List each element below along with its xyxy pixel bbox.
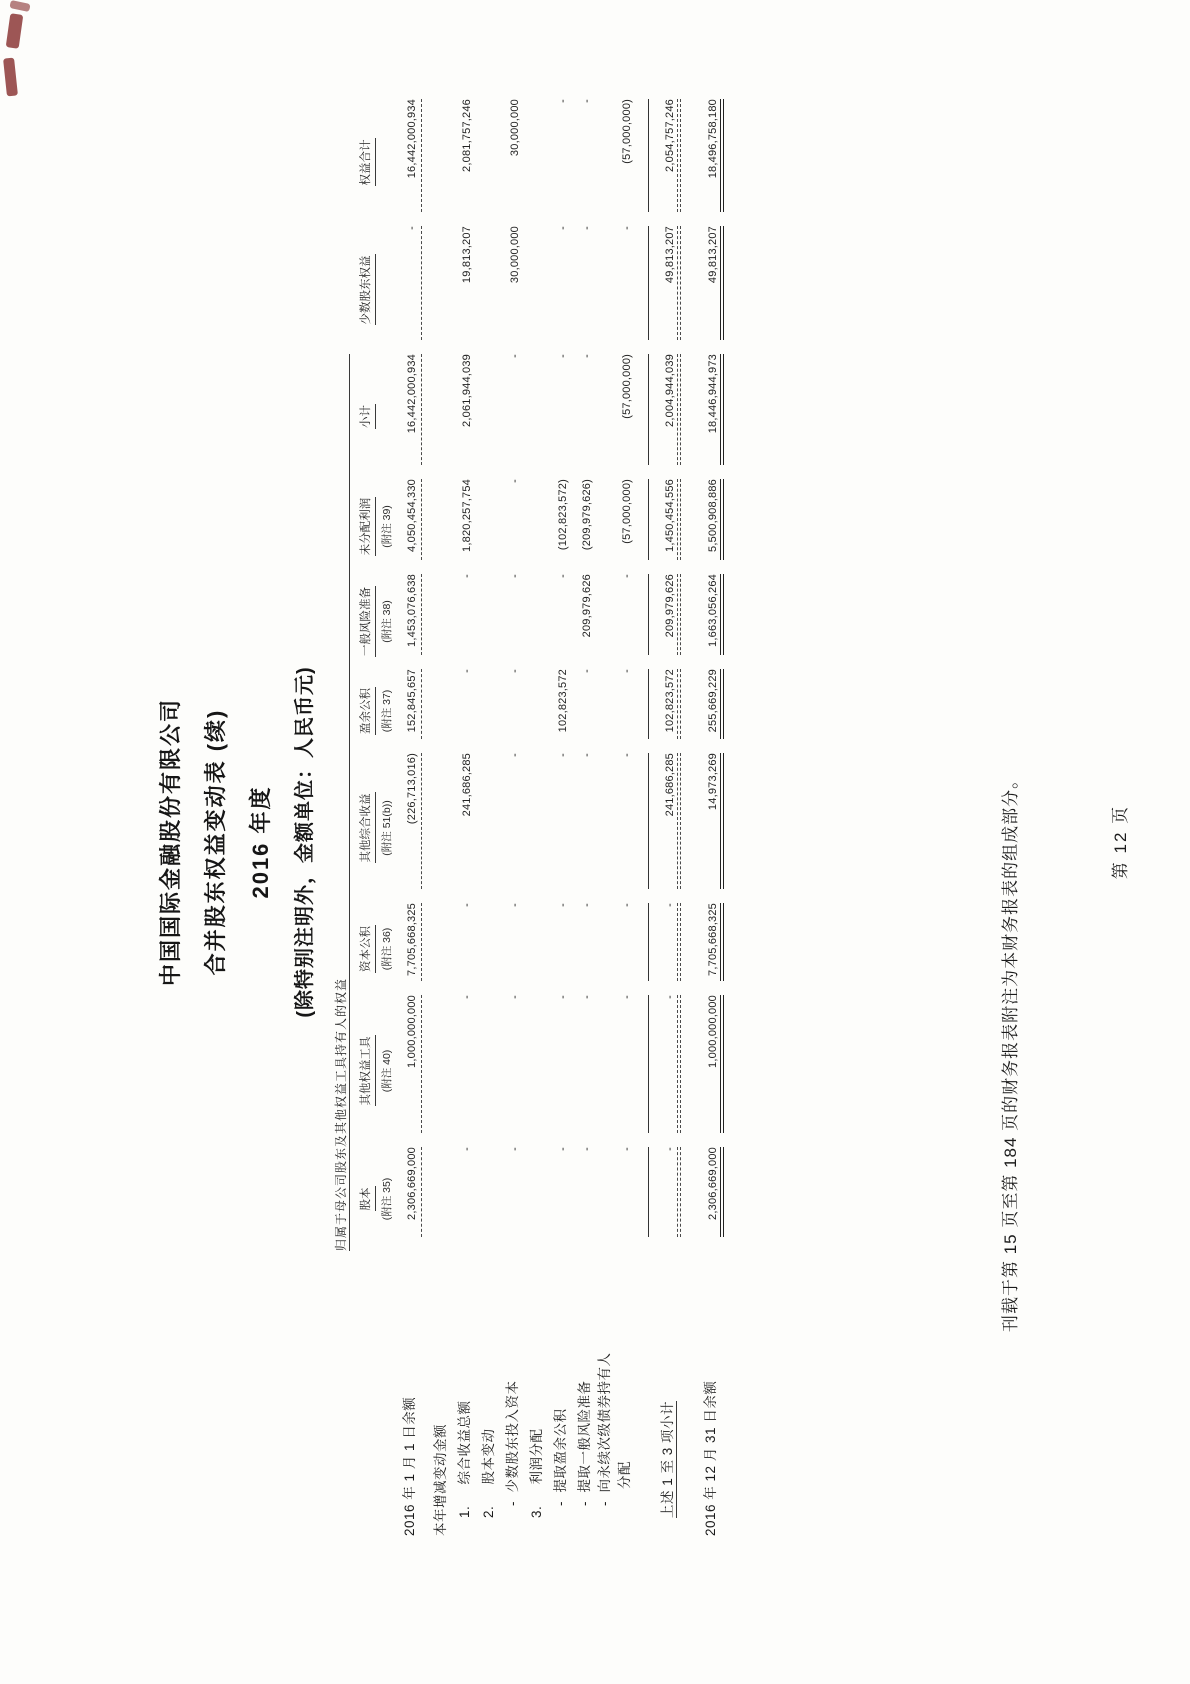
amount-cell: - (580, 1147, 593, 1151)
amount-cell: - (620, 226, 633, 230)
separator-cell (645, 354, 652, 479)
amount-cell: 14,973,269 (706, 753, 719, 811)
table-row (497, 99, 521, 1536)
empty-cell (719, 1251, 726, 1536)
table-row (521, 99, 545, 1536)
label-column-header (332, 1251, 350, 1536)
amount-cell: 1,000,000,000 (706, 995, 719, 1068)
amount-cell: - (580, 99, 593, 103)
amount-cell: - (508, 574, 521, 578)
rule-line (647, 99, 649, 212)
row-label-line: 分配 (616, 1460, 632, 1506)
amount-cell: 1,820,257,754 (460, 479, 473, 552)
separator-cell (719, 479, 726, 574)
amount-cell: - (556, 226, 569, 230)
separator-cell (418, 753, 425, 903)
amount-cell: - (620, 669, 633, 673)
company-name: 中国国际金融股份有限公司 (158, 698, 183, 987)
separator-cell (676, 479, 683, 574)
separator-cell (719, 574, 726, 669)
amount-cell (473, 226, 497, 354)
amount-cell: 1,663,056,264 (706, 574, 719, 647)
amount-cell (425, 1147, 449, 1251)
column-header-label: 盈余公积 (357, 687, 376, 735)
separator-cell (418, 669, 425, 753)
equity-table-container (332, 99, 726, 1536)
rule-line (677, 995, 681, 1133)
column-header-label: 权益合计 (357, 139, 376, 187)
amount-cell: 241,686,285 (663, 753, 676, 817)
amount-cell: - (460, 995, 473, 999)
rule-line (677, 479, 681, 560)
separator-row (676, 99, 683, 1536)
amount-cell: 1,000,000,000 (405, 995, 418, 1068)
amount-cell: - (508, 995, 521, 999)
column-header-label: 其他综合收益 (357, 793, 376, 864)
currency-note: (除特别注明外，金额单位：人民币元) (294, 666, 316, 1018)
amount-cell: 5,500,908,886 (706, 479, 719, 552)
column-header-label: 小计 (357, 404, 376, 429)
rule-line (720, 1147, 724, 1237)
amount-cell: 30,000,000 (508, 226, 521, 284)
amount-cell: - (663, 995, 676, 999)
amount-cell: (57,000,000) (620, 354, 633, 419)
rule-line (647, 226, 649, 340)
amount-cell: 2,306,669,000 (405, 1147, 418, 1220)
rule-line (420, 669, 422, 739)
separator-cell (719, 226, 726, 354)
separator-cell (645, 753, 652, 903)
separator-cell (645, 226, 652, 354)
table-row (449, 99, 473, 1536)
empty-cell (350, 1251, 376, 1536)
column-header-label: 其他权益工具 (357, 1036, 376, 1107)
amount-cell: 7,705,668,325 (706, 903, 719, 976)
rule-line (720, 226, 724, 340)
empty-cell (332, 99, 350, 226)
table-row (695, 99, 719, 1536)
rule-line (677, 753, 681, 889)
amount-cell: 241,686,285 (460, 753, 473, 817)
amount-cell: 18,446,944,973 (706, 354, 719, 434)
group-header: 归属于母公司股东及其他权益工具持有人的权益 (332, 354, 350, 1251)
amount-cell (521, 479, 545, 574)
amount-cell: - (508, 354, 521, 358)
amount-cell: - (460, 903, 473, 907)
amount-cell (425, 99, 449, 226)
separator-cell (719, 753, 726, 903)
spacer-cell (633, 99, 645, 1536)
rule-line (720, 753, 724, 889)
rule-line (420, 479, 422, 560)
amount-cell: (209,979,626) (580, 479, 593, 551)
separator-cell (418, 1147, 425, 1251)
amount-cell (521, 354, 545, 479)
amount-cell: - (508, 903, 521, 907)
separator-cell (719, 354, 726, 479)
rule-line (647, 574, 649, 655)
amount-cell (521, 1147, 545, 1251)
rule-line (677, 226, 681, 340)
separator-cell (676, 669, 683, 753)
amount-cell (521, 753, 545, 903)
table-row (545, 99, 569, 1536)
statement-period: 2016 年度 (248, 785, 273, 899)
document-header (148, 0, 328, 1684)
separator-cell (645, 995, 652, 1147)
rule-line (720, 903, 724, 981)
amount-cell (521, 226, 545, 354)
amount-cell (425, 354, 449, 479)
rule-line (677, 99, 681, 212)
table-header (332, 99, 394, 1536)
amount-cell (473, 903, 497, 995)
separator-cell (418, 903, 425, 995)
separator-cell (645, 903, 652, 995)
amount-cell: 16,442,000,934 (405, 354, 418, 434)
amount-cell: - (405, 226, 418, 230)
column-note (376, 226, 394, 354)
row-label: 2016 年 1 月 1 日余额 (401, 1396, 417, 1536)
column-name-row (350, 99, 376, 1536)
empty-cell (376, 1251, 394, 1536)
column-note-row (376, 99, 394, 1536)
amount-cell: - (508, 753, 521, 757)
amount-cell: - (556, 574, 569, 578)
column-header-label: 未分配利润 (357, 497, 376, 557)
amount-cell: - (508, 1147, 521, 1151)
table-row (569, 99, 593, 1536)
amount-cell: 30,000,000 (508, 99, 521, 157)
separator-cell (676, 753, 683, 903)
row-label: 1. 综合收益总额 (456, 1400, 472, 1518)
separator-cell (418, 574, 425, 669)
column-header (350, 903, 376, 995)
amount-cell: 19,813,207 (460, 226, 473, 284)
rule-line (720, 479, 724, 560)
amount-cell (425, 753, 449, 903)
spacer-cell (683, 99, 695, 1536)
column-note: (附注 36) (380, 927, 393, 971)
amount-cell: - (620, 1147, 633, 1151)
amount-cell: - (663, 903, 676, 907)
separator-cell (676, 226, 683, 354)
amount-cell: 16,442,000,934 (405, 99, 418, 179)
amount-cell: - (556, 1147, 569, 1151)
amount-cell: - (580, 753, 593, 757)
amount-cell (521, 574, 545, 669)
amount-cell (473, 995, 497, 1147)
amount-cell: - (460, 1147, 473, 1151)
footer-note: 刊载于第 15 页至第 184 页的财务报表附注为本财务报表的组成部分。 (1001, 770, 1020, 1332)
amount-cell: 4,050,454,330 (405, 479, 418, 552)
rule-line (420, 1147, 422, 1237)
amount-cell: 2,054,757,246 (663, 99, 676, 172)
amount-cell: - (620, 753, 633, 757)
amount-cell: - (580, 903, 593, 907)
statement-title: 合并股东权益变动表 (续) (203, 708, 228, 976)
rule-line (420, 995, 422, 1133)
column-header (350, 354, 376, 479)
amount-cell: 7,705,668,325 (405, 903, 418, 976)
amount-cell (473, 669, 497, 753)
rule-line (647, 669, 649, 739)
group-header-row (332, 99, 350, 1536)
amount-cell: - (580, 354, 593, 358)
column-note: (附注 40) (380, 1049, 393, 1093)
column-header (350, 1147, 376, 1251)
rule-line (420, 226, 422, 340)
separator-cell (645, 99, 652, 226)
separator-cell (719, 1147, 726, 1251)
amount-cell: - (620, 574, 633, 578)
row-label: 本年增减变动金额 (432, 1424, 448, 1536)
row-label: 3. 利润分配 (528, 1428, 544, 1518)
table-row (394, 99, 418, 1536)
amount-cell: - (580, 995, 593, 999)
amount-cell: 49,813,207 (663, 226, 676, 284)
column-header (350, 99, 376, 226)
row-label-text: 上述 1 至 3 项小计 (659, 1400, 675, 1518)
row-label (652, 1251, 676, 1536)
table-row (652, 99, 676, 1536)
separator-cell (676, 995, 683, 1147)
amount-cell (425, 479, 449, 574)
amount-cell: (57,000,000) (620, 479, 633, 544)
column-note: (附注 38) (380, 600, 393, 643)
amount-cell: (102,823,572) (556, 479, 569, 551)
table-row (425, 99, 449, 1536)
rule-line (420, 354, 422, 465)
amount-cell: 255,669,229 (706, 669, 719, 733)
amount-cell (425, 903, 449, 995)
amount-cell: - (508, 669, 521, 673)
rule-line (420, 753, 422, 889)
amount-cell: 18,496,758,180 (706, 99, 719, 179)
rule-line (420, 574, 422, 655)
amount-cell: (226,713,016) (405, 753, 418, 825)
equity-table (332, 99, 726, 1536)
rule-line (647, 903, 649, 981)
row-label (593, 1251, 633, 1536)
separator-cell (418, 226, 425, 354)
row-label: - 提取盈余公积 (552, 1408, 568, 1506)
column-header-label: 股本 (357, 1187, 376, 1212)
separator-cell (676, 574, 683, 669)
rule-line (677, 574, 681, 655)
rule-line (720, 99, 724, 212)
column-note: (附注 39) (380, 505, 393, 548)
column-header-label: 少数股东权益 (357, 255, 376, 326)
amount-cell: 2,081,757,246 (460, 99, 473, 172)
amount-cell: 209,979,626 (580, 574, 593, 638)
rule-line (677, 903, 681, 981)
table-body (394, 99, 726, 1536)
separator-row (719, 99, 726, 1536)
amount-cell (425, 226, 449, 354)
row-label: - 少数股东投入资本 (504, 1380, 520, 1506)
amount-cell: - (556, 995, 569, 999)
row-label: - 提取一般风险准备 (576, 1380, 592, 1506)
separator-cell (676, 1147, 683, 1251)
separator-cell (418, 99, 425, 226)
amount-cell: - (620, 903, 633, 907)
amount-cell: 1,450,454,556 (663, 479, 676, 552)
row-label: 2. 股本变动 (480, 1428, 496, 1518)
table-row (473, 99, 497, 1536)
column-header (350, 753, 376, 903)
column-header (350, 995, 376, 1147)
column-header (350, 669, 376, 753)
empty-cell (418, 1251, 425, 1536)
amount-cell (473, 574, 497, 669)
separator-cell (418, 995, 425, 1147)
amount-cell: - (580, 669, 593, 673)
amount-cell: 49,813,207 (706, 226, 719, 284)
rule-line (647, 995, 649, 1133)
separator-cell (645, 1147, 652, 1251)
column-header (350, 479, 376, 574)
rule-line (647, 479, 649, 560)
amount-cell: - (556, 354, 569, 358)
amount-cell (425, 669, 449, 753)
table-row (593, 99, 633, 1536)
rule-line (677, 669, 681, 739)
amount-cell: 1,453,076,638 (405, 574, 418, 647)
amount-cell (473, 1147, 497, 1251)
empty-cell (676, 1251, 683, 1536)
column-header-label: 一般风险准备 (357, 586, 376, 657)
amount-cell (473, 99, 497, 226)
separator-cell (676, 903, 683, 995)
rule-line (647, 1147, 649, 1237)
amount-cell: - (508, 479, 521, 483)
column-note: (附注 37) (380, 689, 393, 733)
rule-line (647, 354, 649, 465)
page-number: 第 12 页 (1111, 804, 1130, 880)
column-note (376, 99, 394, 226)
amount-cell: - (460, 669, 473, 673)
column-header (350, 574, 376, 669)
amount-cell (425, 574, 449, 669)
separator-cell (676, 99, 683, 226)
spacer-row (683, 99, 695, 1536)
column-header-label: 资本公积 (357, 925, 376, 973)
separator-row (645, 99, 652, 1536)
amount-cell: - (460, 574, 473, 578)
amount-cell: 102,823,572 (663, 669, 676, 733)
amount-cell: - (556, 903, 569, 907)
amount-cell: 209,979,626 (663, 574, 676, 638)
separator-cell (719, 99, 726, 226)
empty-cell (332, 226, 350, 354)
amount-cell: - (620, 995, 633, 999)
rule-line (720, 995, 724, 1133)
amount-cell: - (580, 226, 593, 230)
separator-cell (645, 479, 652, 574)
amount-cell (521, 903, 545, 995)
amount-cell (473, 479, 497, 574)
rule-line (420, 903, 422, 981)
spacer-row (633, 99, 645, 1536)
amount-cell: (57,000,000) (620, 99, 633, 164)
amount-cell (521, 669, 545, 753)
row-label-line: - 向永续次级债券持有人 (596, 1352, 612, 1506)
column-note: (附注 35) (380, 1177, 393, 1221)
amount-cell: 152,845,657 (405, 669, 418, 733)
rule-line (677, 354, 681, 465)
column-header (350, 226, 376, 354)
empty-cell (645, 1251, 652, 1536)
rule-line (677, 1147, 681, 1237)
separator-row (418, 99, 425, 1536)
column-note: (附注 51(b)) (380, 800, 393, 856)
amount-cell (473, 354, 497, 479)
amount-cell (473, 753, 497, 903)
separator-cell (418, 354, 425, 479)
amount-cell: - (556, 753, 569, 757)
amount-cell: - (663, 1147, 676, 1151)
column-note (376, 354, 394, 479)
amount-cell: 2,061,944,039 (460, 354, 473, 427)
rule-line (720, 354, 724, 465)
amount-cell: 2,004,944,039 (663, 354, 676, 427)
amount-cell: - (556, 99, 569, 103)
separator-cell (676, 354, 683, 479)
amount-cell (521, 995, 545, 1147)
separator-cell (719, 995, 726, 1147)
rule-line (647, 753, 649, 889)
rule-line (720, 669, 724, 739)
amount-cell: 2,306,669,000 (706, 1147, 719, 1220)
rule-line (420, 99, 422, 212)
amount-cell: 102,823,572 (556, 669, 569, 733)
separator-cell (645, 574, 652, 669)
separator-cell (418, 479, 425, 574)
rule-line (720, 574, 724, 655)
separator-cell (719, 669, 726, 753)
amount-cell (425, 995, 449, 1147)
separator-cell (719, 903, 726, 995)
amount-cell (521, 99, 545, 226)
separator-cell (645, 669, 652, 753)
row-label: 2016 年 12 月 31 日余额 (702, 1380, 718, 1536)
